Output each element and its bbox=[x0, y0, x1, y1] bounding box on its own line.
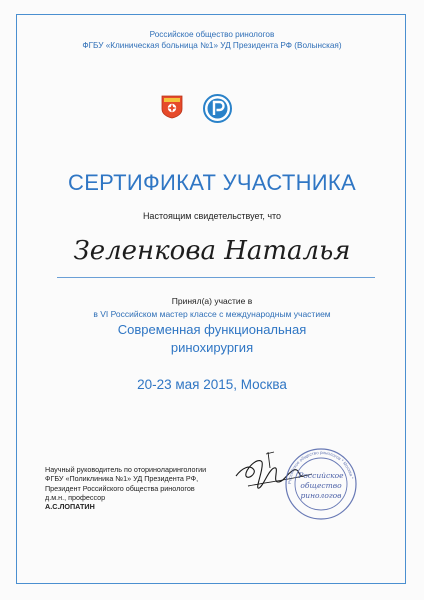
topic-line-1: Современная функциональная bbox=[117, 322, 307, 337]
participant-name: Зеленкова Наталья bbox=[73, 236, 351, 266]
certifies-text: Настоящим свидетельствует, что bbox=[142, 211, 282, 221]
signatory-title-3: Президент Российского общества ринологов bbox=[45, 483, 195, 493]
stamp-line-2: общество bbox=[300, 481, 342, 490]
event-text: в VI Российском мастер классе с международным участием bbox=[93, 309, 331, 319]
signatory-title-1: Научный руководитель по оториноларингологии bbox=[45, 465, 207, 474]
header-society: Российское общество ринологов bbox=[149, 30, 275, 39]
participation-text: Принял(а) участие в bbox=[171, 296, 253, 306]
stamp-ring-text: Российское общество ринологов * Москва * bbox=[286, 449, 355, 485]
date-place: 20-23 мая 2015, Москва bbox=[137, 377, 287, 392]
rhinology-society-icon bbox=[203, 94, 232, 123]
name-underline bbox=[57, 277, 375, 278]
stamp-line-1: Российское bbox=[298, 471, 344, 480]
signatory-title-2: ФГБУ «Поликлиника №1» УД Президента РФ, bbox=[45, 474, 199, 484]
stamp-line-3: ринологов bbox=[300, 491, 342, 500]
hospital-emblem-icon bbox=[161, 95, 183, 119]
header-hospital: ФГБУ «Клиническая больница №1» УД Президента РФ (Волынская) bbox=[82, 41, 342, 50]
topic-line-2: ринохирургия bbox=[170, 340, 254, 355]
society-stamp bbox=[284, 447, 358, 521]
signatory-block bbox=[45, 465, 206, 511]
certificate-title: СЕРТИФИКАТ УЧАСТНИКА bbox=[68, 170, 356, 195]
signatory-title-4: д.м.н., профессор bbox=[45, 492, 106, 502]
signatory-name: А.С.ЛОПАТИН bbox=[45, 502, 95, 512]
